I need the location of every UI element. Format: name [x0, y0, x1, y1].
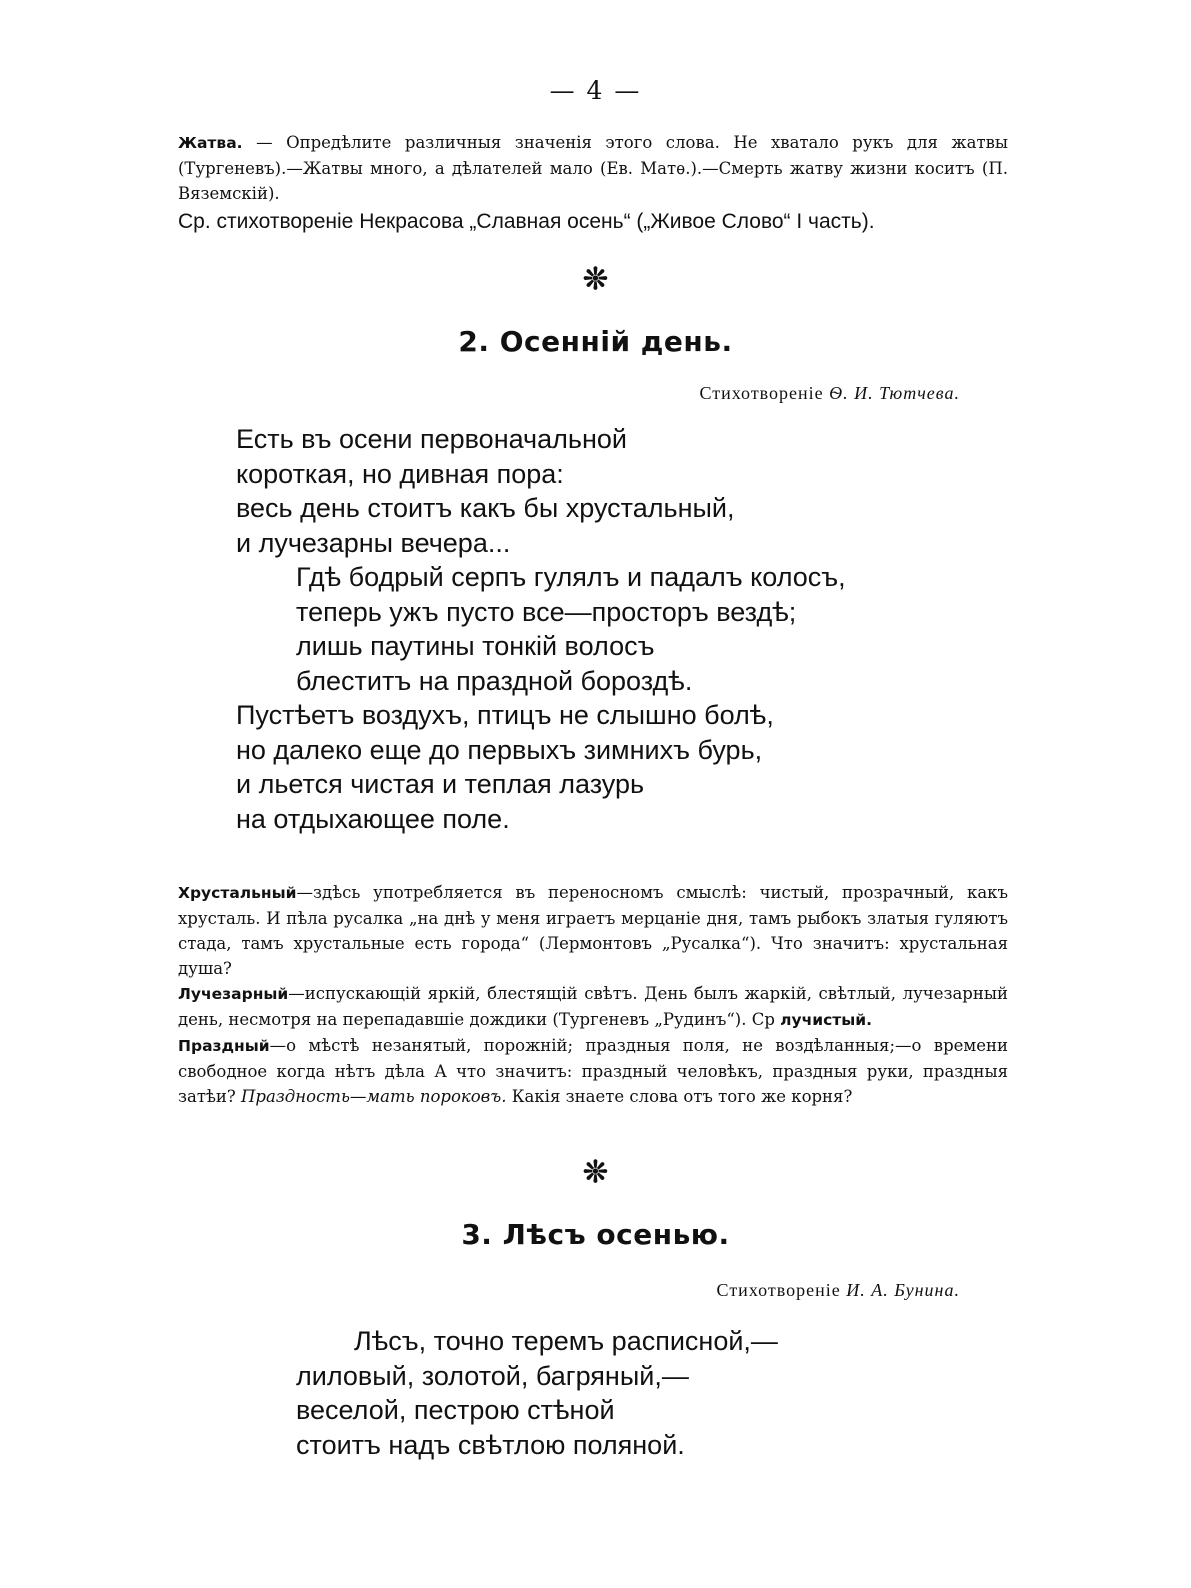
note-text: —о мѣстѣ незанятый, порожній; праздныя поля, не воздѣланныя;—о времени свободное когда нѣтъ дѣла А что значитъ: праздный человѣкъ, праздныя руки, праздныя затѣи? [178, 1036, 1008, 1106]
note-term: лучистый. [780, 1011, 873, 1029]
poem-line: лишь паутины тонкій волосъ [296, 631, 655, 661]
poem-line: веселой, пестрою стѣной [296, 1395, 615, 1425]
poem-line: и лучезарны вечера... [236, 527, 511, 558]
poem-line: на отдыхающее поле. [236, 803, 510, 834]
poem-attribution-tyutchev [560, 383, 960, 404]
poem-autumn-day [236, 422, 846, 836]
attribution-prefix: Стихотвореніе [716, 1280, 847, 1300]
section-title-autumn-day: 2. Осенній день. [458, 325, 733, 358]
attribution-author: И. А. Бунина. [846, 1280, 960, 1300]
poem-line: и льется чистая и теплая лазурь [236, 769, 645, 799]
note-text: —здѣсь употребляется въ переносномъ смыслѣ: чистый, прозрачный, какъ хрусталь. И пѣла русалка „на днѣ у меня играетъ мерцаніе дня, тамъ рыбокъ златыя гуляютъ стада, тамъ хрустальные есть города“ (Лермонтовъ „Русалка“). Что значитъ: хрустальная душа? [178, 883, 1008, 978]
section-title-forest-autumn: 3. Лѣсъ осенью. [461, 1218, 730, 1251]
poem-line: Есть въ осени первоначальной [236, 424, 627, 454]
poem-line: теперь ужъ пусто все—просторъ вездѣ; [296, 596, 797, 627]
note-term: Праздный [178, 1037, 270, 1055]
attribution-prefix: Стихотвореніе [699, 383, 830, 403]
note-zhatva [178, 130, 1008, 206]
note-term: Лучезарный [178, 985, 289, 1003]
poem-line: блеститъ на праздной бороздѣ. [296, 665, 693, 696]
note-proverb: Праздность—мать пороковъ. [241, 1087, 507, 1106]
ornament-asterism-1: ❊ [582, 262, 609, 297]
poem-line: Лѣсъ, точно теремъ расписной,— [354, 1326, 778, 1356]
page-number: — 4 — [549, 76, 642, 105]
poem-line: Пустѣетъ воздухъ, птицъ не слышно болѣ, [236, 700, 774, 730]
poem-line: короткая, но дивная пора: [236, 458, 564, 489]
cross-reference: Ср. стихотвореніе Некрасова „Славная осень“ („Живое Слово“ I часть). [178, 210, 875, 233]
poem-line: лиловый, золотой, багряный,— [296, 1360, 689, 1391]
ornament-asterism-2: ❊ [582, 1155, 609, 1190]
note-term: Жатва. [178, 134, 243, 152]
note-text: Какія знаете слова отъ того же корня? [506, 1087, 853, 1106]
poem-line: Гдѣ бодрый серпъ гулялъ и падалъ колосъ, [296, 562, 846, 592]
poem-line: стоитъ надъ свѣтлою поляной. [296, 1429, 685, 1460]
note-term: Хрустальный [178, 884, 297, 902]
note-text: — Опредѣлите различныя значенія этого слова. Не хватало рукъ для жатвы (Тургеневъ).—Жатвы много, а дѣлателей мало (Ев. Матѳ.).—Смерть жатву жизни коситъ (П. Вяземскій). [178, 133, 1008, 203]
note-text: —испускающій яркій, блестящій свѣтъ. День былъ жаркій, свѣтлый, лучезарный день, несмотря на перепадавшіе дождики (Тургеневъ „Рудинъ“). Ср [178, 984, 1008, 1029]
notes-autumn-day [178, 880, 1008, 1109]
poem-line: но далеко еще до первыхъ зимнихъ бурь, [236, 734, 763, 765]
attribution-author: Ѳ. И. Тютчева. [829, 383, 960, 403]
poem-forest-autumn [296, 1324, 778, 1462]
poem-attribution-bunin [560, 1280, 960, 1301]
poem-line: весь день стоитъ какъ бы хрустальный, [236, 493, 735, 523]
